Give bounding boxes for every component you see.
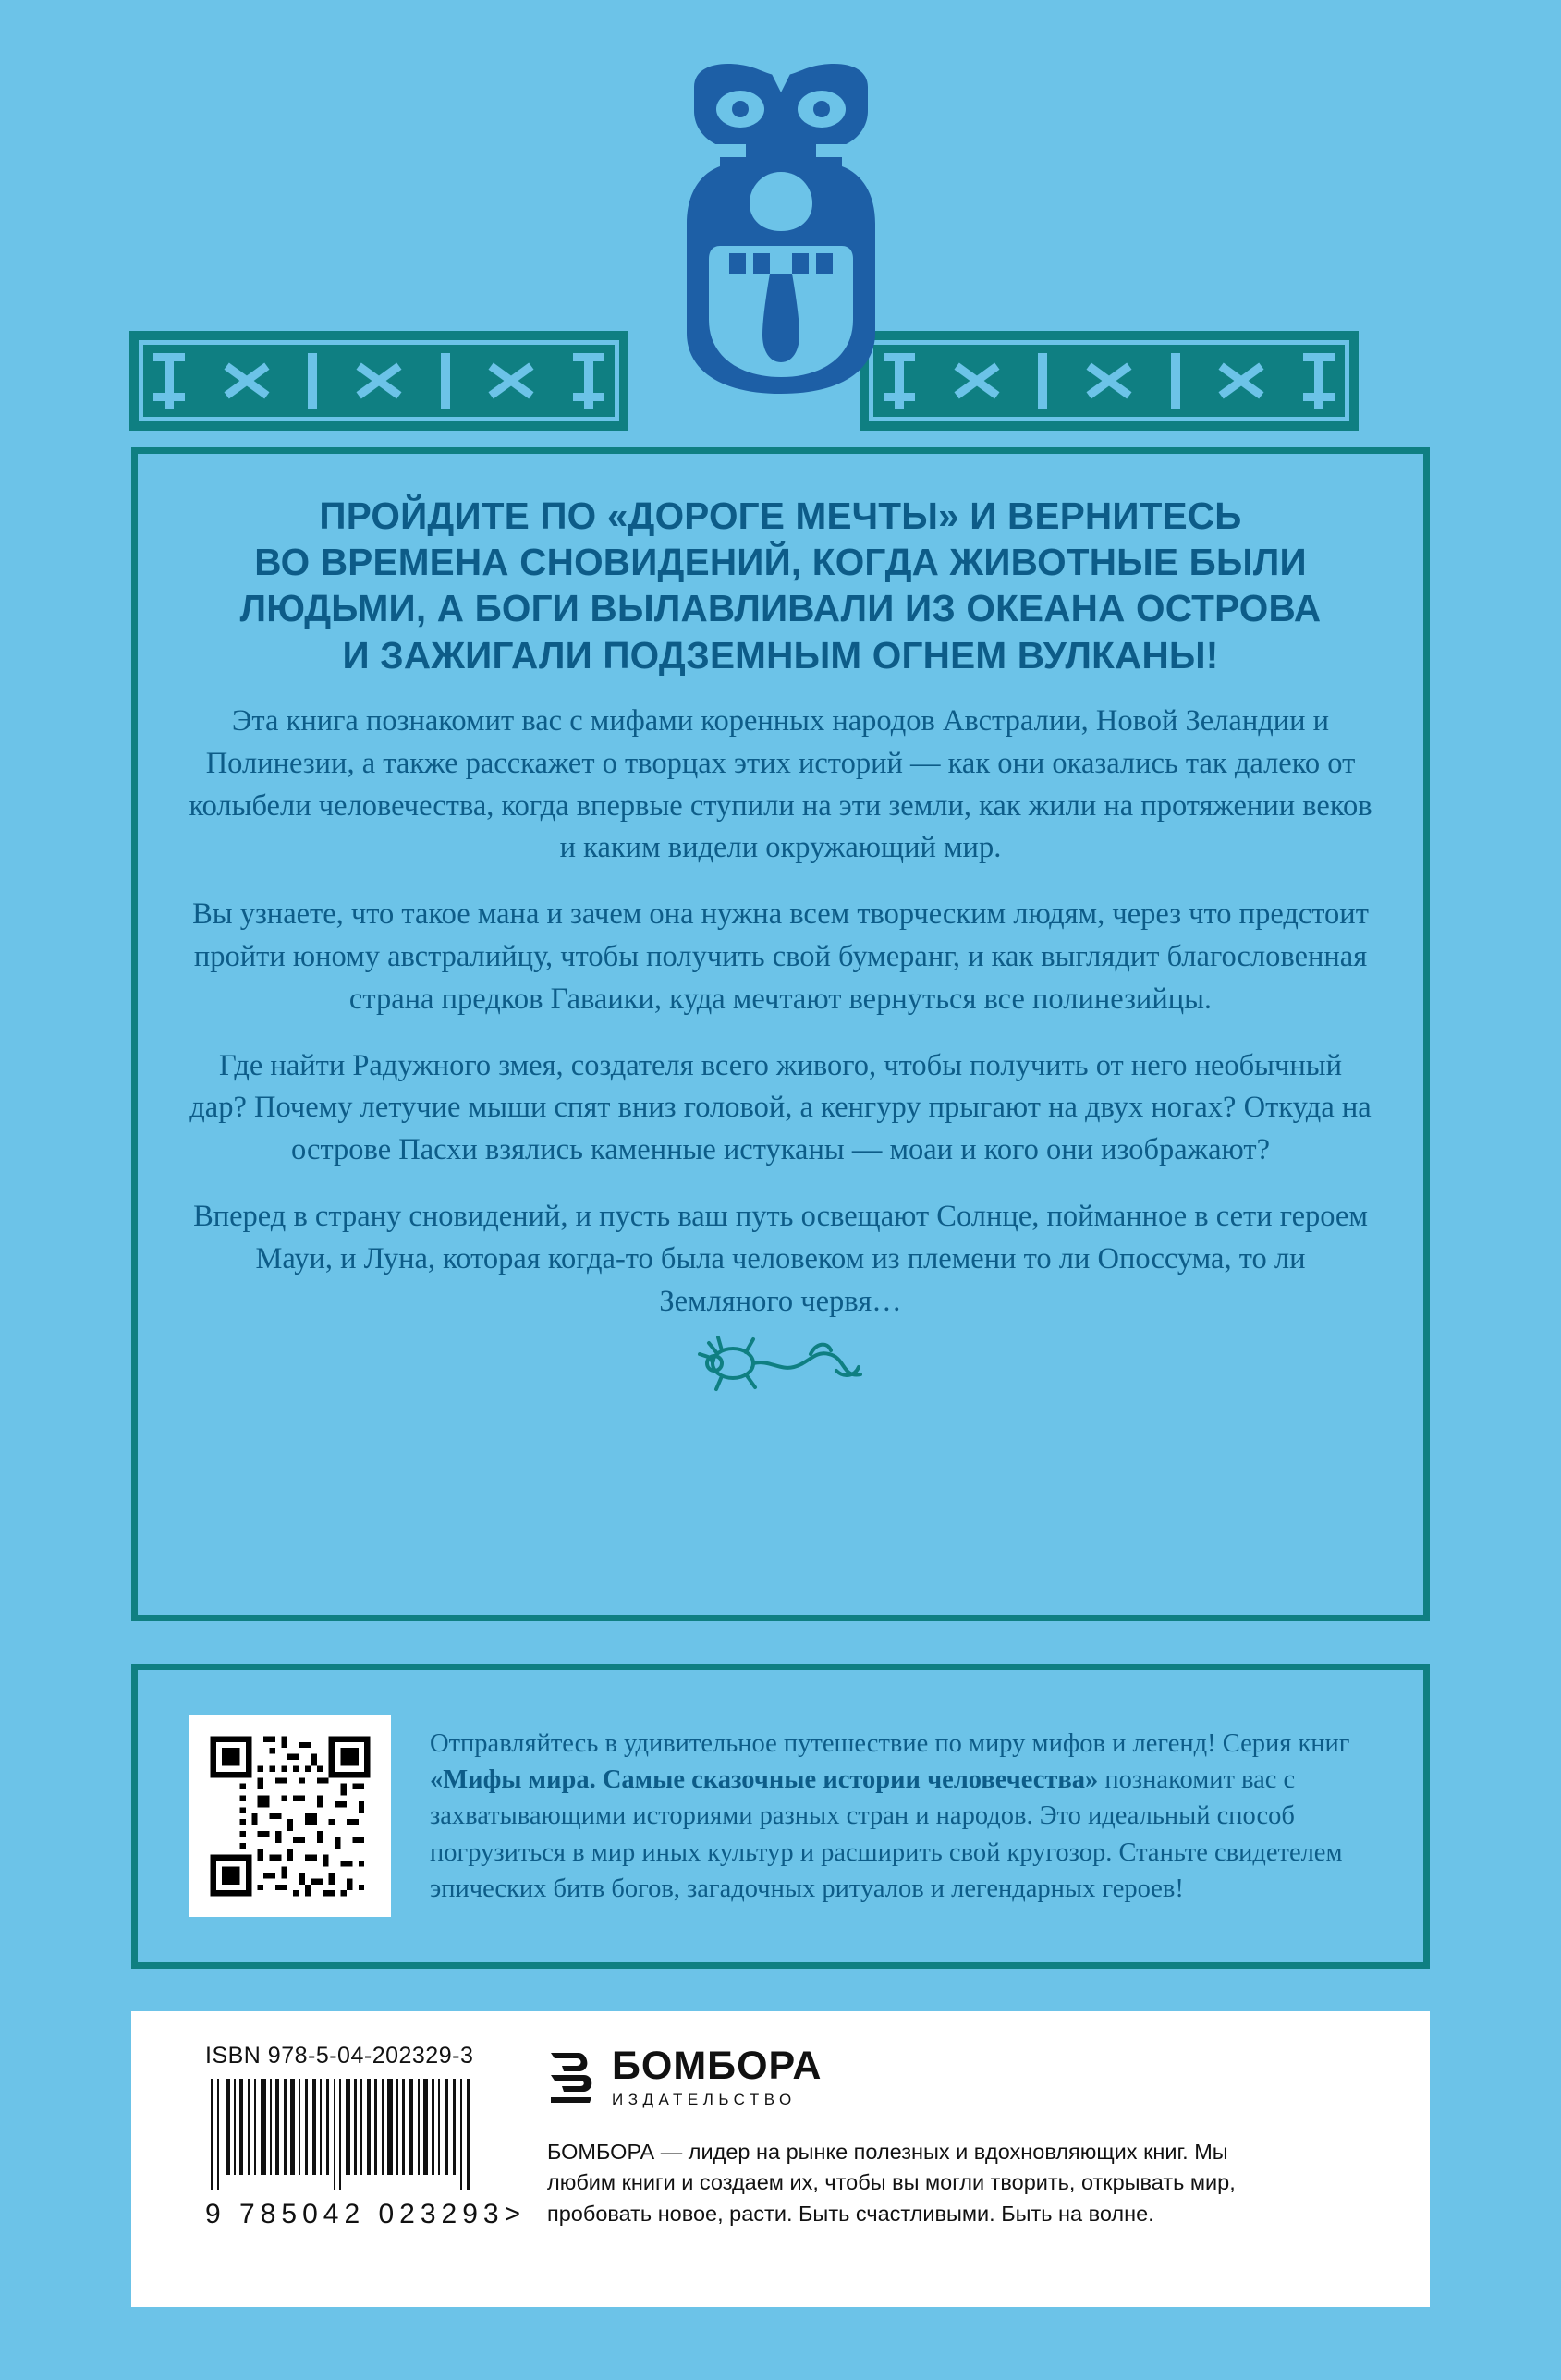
blurb-paragraph-2: Вы узнаете, что такое мана и зачем она нужна всем творческим людям, через что предстоит пройти юному австралийцу, чтобы получить свой бумеранг, и как выглядит благословенная страна предков Гаваики, куда мечтают вернуться все полинезийцы.	[192, 897, 1369, 1016]
publisher-block	[538, 2011, 1277, 2229]
headline-line-2: ВО ВРЕМЕНА СНОВИДЕНИЙ, КОГДА ЖИВОТНЫЕ БЫЛИ	[254, 541, 1307, 584]
blurb-paragraph-4: Вперед в страну сновидений, и пусть ваш путь освещают Солнце, пойманное в сети героем Мауи, и Луна, которая когда-то была человеком из племени то ли Опоссума, то ли Земляного червя…	[193, 1200, 1368, 1318]
top-ornament-area	[0, 55, 1561, 416]
series-title: «Мифы мира. Самые сказочные истории человечества»	[430, 1765, 1099, 1794]
tribal-band-left	[129, 331, 628, 431]
barcode-suffix: >	[504, 2199, 527, 2229]
qr-code[interactable]	[189, 1715, 391, 1917]
publisher-name: БОМБОРА	[612, 2044, 823, 2088]
publisher-description: БОМБОРА — лидер на рынке полезных и вдохновляющих книг. Мы любим книги и создаем их, чтобы вы могли творить, открывать мир, пробовать новое, расти. Быть счастливыми. Быть на волне.	[547, 2140, 1236, 2226]
headline-line-4: И ЗАЖИГАЛИ ПОДЗЕМНЫМ ОГНЕМ ВУЛКАНЫ!	[342, 633, 1219, 677]
series-description	[430, 1726, 1390, 1908]
tiki-mask-icon	[661, 55, 901, 416]
barcode	[205, 2079, 527, 2229]
series-text-after: познакомит вас с захватывающими историями разных стран и народов. Это идеальный способ погрузиться в мир иных культур и расширить свой кругозор. Станьте свидетелем эпических битв богов, загадочных ритуалов и легендарных героев!	[430, 1765, 1343, 1903]
headline-line-1: ПРОЙДИТЕ ПО «ДОРОГЕ МЕЧТЫ» И ВЕРНИТЕСЬ	[319, 494, 1242, 537]
blurb-box	[131, 447, 1430, 1621]
blurb-paragraph-1: Эта книга познакомит вас с мифами коренных народов Австралии, Новой Зеландии и Полинезии, а также расскажет о творцах этих историй — как они оказались так далеко от колыбели человечества, когда впервые ступили на эти земли, как жили на протяжении веков и каким видели окружающий мир.	[189, 703, 1372, 865]
lizard-ornament-icon	[679, 1330, 883, 1397]
barcode-digits	[205, 2199, 527, 2230]
headline	[188, 493, 1373, 678]
tribal-band-right	[860, 331, 1359, 431]
barcode-number: 9 785042 023293	[205, 2199, 505, 2229]
footer-panel	[131, 2011, 1430, 2307]
blurb-paragraph-3: Где найти Радужного змея, создателя всего живого, чтобы получить от него необычный дар? Почему летучие мыши спят вниз головой, а кенгуру прыгают на двух ногах? Откуда на острове Пасхи взялись каменные истуканы — моаи и кого они изображают?	[189, 1048, 1372, 1167]
isbn-text: ISBN 978-5-04-202329-3	[205, 2043, 474, 2069]
isbn-block	[131, 2011, 538, 2229]
bombora-logo-icon	[547, 2049, 595, 2106]
publisher-subtitle: ИЗДАТЕЛЬСТВО	[612, 2091, 797, 2108]
series-info-box	[131, 1664, 1430, 1969]
series-text-before: Отправляйтесь в удивительное путешествие по миру мифов и легенд! Серия книг	[430, 1728, 1350, 1758]
headline-line-3: ЛЮДЬМИ, А БОГИ ВЫЛАВЛИВАЛИ ИЗ ОКЕАНА ОСТРОВА	[239, 587, 1322, 630]
